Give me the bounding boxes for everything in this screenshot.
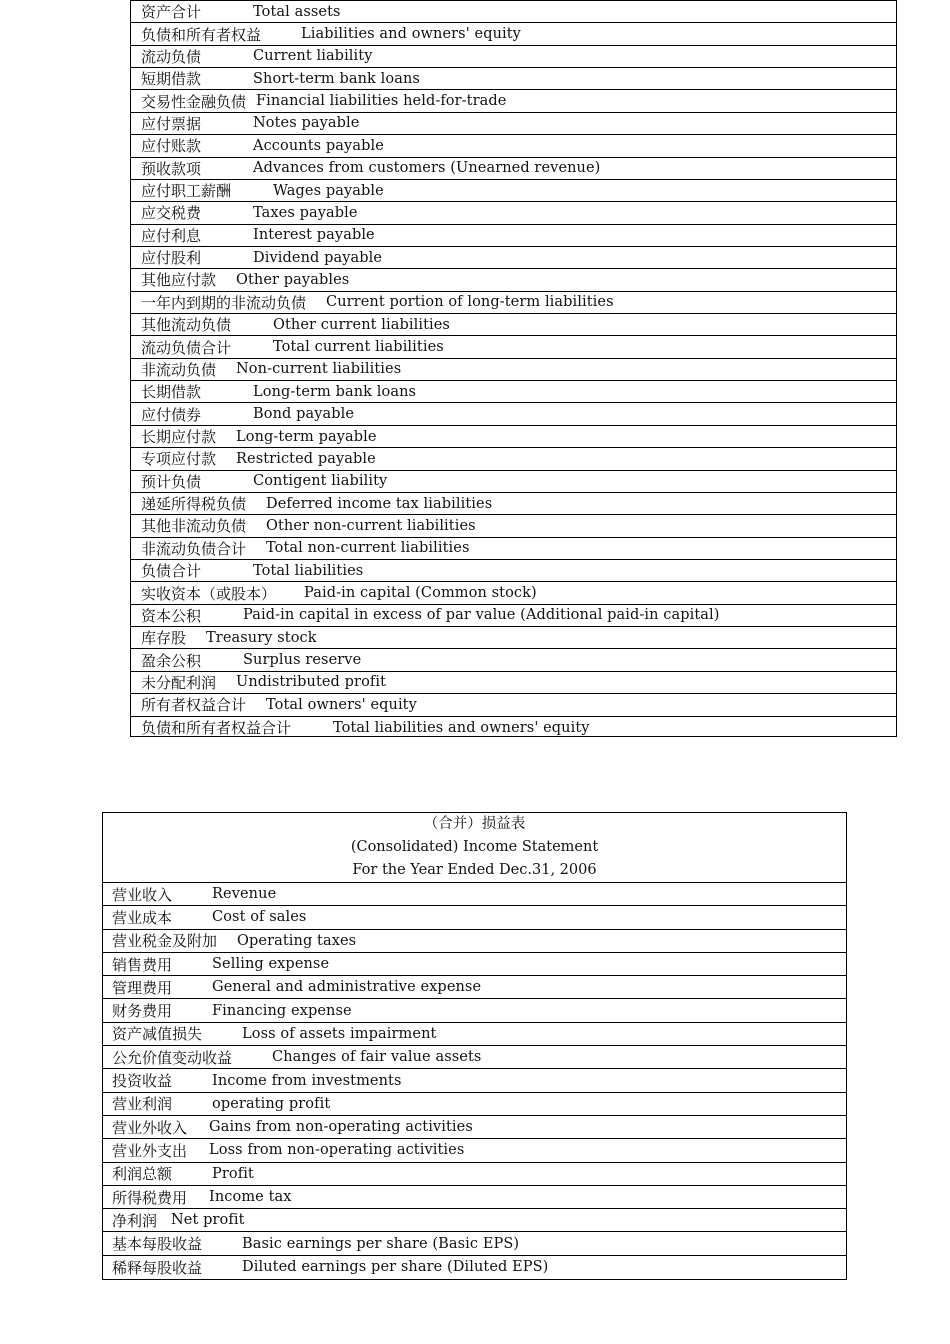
row-label-en: Short-term bank loans	[253, 70, 420, 87]
income-statement-table	[102, 812, 847, 1280]
row-label-en: Paid-in capital in excess of par value (Additional paid-in capital)	[243, 607, 720, 624]
table-row	[131, 135, 896, 157]
row-label-cn: 稀释每股收益	[112, 1258, 203, 1277]
row-label-en: Profit	[212, 1165, 254, 1182]
row-label-en: Other payables	[236, 271, 350, 288]
balance-sheet-table	[130, 0, 897, 737]
row-label-cn: 基本每股收益	[112, 1235, 203, 1254]
row-label-cn: 营业成本	[112, 908, 173, 927]
row-label-en: Non-current liabilities	[236, 361, 402, 378]
row-label-cn: 一年内到期的非流动负债	[141, 293, 307, 312]
table-row	[103, 1232, 846, 1255]
table-row	[131, 471, 896, 493]
table-row	[103, 1046, 846, 1069]
row-label-cn: 投资收益	[112, 1072, 173, 1091]
table-row	[131, 292, 896, 314]
table-row	[131, 359, 896, 381]
row-label-cn: 应付账款	[141, 137, 202, 156]
row-label-cn: 未分配利润	[141, 673, 217, 692]
row-label-cn: 资产减值损失	[112, 1025, 203, 1044]
table-row	[103, 976, 846, 999]
row-label-en: Restricted payable	[236, 450, 376, 467]
row-label-en: operating profit	[212, 1095, 331, 1112]
table-row	[131, 180, 896, 202]
table-row	[103, 1023, 846, 1046]
row-label-cn: 流动负债合计	[141, 338, 232, 357]
row-label-en: General and administrative expense	[212, 979, 482, 996]
table-row	[131, 202, 896, 224]
row-label-en: Selling expense	[212, 956, 330, 973]
table-row	[131, 605, 896, 627]
row-label-en: Gains from non-operating activities	[209, 1119, 473, 1136]
table-row	[131, 225, 896, 247]
row-label-en: Net profit	[171, 1212, 245, 1229]
table-row	[131, 582, 896, 604]
row-label-cn: 财务费用	[112, 1002, 173, 1021]
table-row	[103, 1186, 846, 1209]
income-statement-rows	[103, 883, 846, 1279]
row-label-en: Total liabilities	[253, 562, 364, 579]
table-row	[103, 906, 846, 929]
row-label-cn: 销售费用	[112, 955, 173, 974]
row-label-cn: 资本公积	[141, 606, 202, 625]
table-row	[131, 113, 896, 135]
row-label-en: Liabilities and owners' equity	[301, 26, 521, 43]
row-label-cn: 盈余公积	[141, 651, 202, 670]
row-label-cn: 预计负债	[141, 472, 202, 491]
row-label-en: Financing expense	[212, 1002, 352, 1019]
row-label-en: Undistributed profit	[236, 674, 387, 691]
table-row	[103, 1093, 846, 1116]
row-label-cn: 库存股	[141, 629, 187, 648]
table-row	[103, 1256, 846, 1279]
row-label-cn: 应付职工薪酬	[141, 182, 232, 201]
row-label-en: Financial liabilities held-for-trade	[256, 93, 507, 110]
table-row	[131, 1, 896, 23]
row-label-en: Current portion of long-term liabilities	[326, 294, 614, 311]
row-label-en: Deferred income tax liabilities	[266, 495, 493, 512]
table-row	[131, 538, 896, 560]
table-row	[131, 426, 896, 448]
row-label-en: Dividend payable	[253, 249, 383, 266]
row-label-cn: 交易性金融负债	[141, 92, 247, 111]
table-row	[103, 1116, 846, 1139]
income-statement-header	[103, 813, 846, 883]
row-label-en: Accounts payable	[253, 137, 384, 154]
table-row	[131, 694, 896, 716]
row-label-cn: 资产合计	[141, 3, 202, 22]
row-label-cn: 净利润	[112, 1211, 158, 1230]
row-label-cn: 所有者权益合计	[141, 696, 247, 715]
row-label-en: Diluted earnings per share (Diluted EPS)	[242, 1259, 549, 1276]
row-label-en: Basic earnings per share (Basic EPS)	[242, 1235, 520, 1252]
row-label-cn: 所得税费用	[112, 1188, 188, 1207]
row-label-en: Operating taxes	[237, 932, 357, 949]
row-label-cn: 营业税金及附加	[112, 932, 218, 951]
table-row	[103, 953, 846, 976]
row-label-en: Total assets	[253, 3, 341, 20]
row-label-cn: 利润总额	[112, 1165, 173, 1184]
row-label-cn: 长期借款	[141, 383, 202, 402]
row-label-en: Surplus reserve	[243, 652, 362, 669]
row-label-cn: 应付股利	[141, 249, 202, 268]
row-label-en: Advances from customers (Unearned revenue)	[253, 160, 601, 177]
row-label-cn: 非流动负债合计	[141, 539, 247, 558]
table-row	[131, 158, 896, 180]
row-label-cn: 其他流动负债	[141, 316, 232, 335]
row-label-cn: 流动负债	[141, 47, 202, 66]
row-label-cn: 其他应付款	[141, 271, 217, 290]
table-row	[131, 448, 896, 470]
income-statement-title-cn: （合并）损益表	[423, 816, 526, 832]
table-row	[103, 1139, 846, 1162]
row-label-cn: 应付债券	[141, 405, 202, 424]
table-row	[131, 90, 896, 112]
row-label-cn: 非流动负债	[141, 360, 217, 379]
row-label-cn: 实收资本（或股本）	[141, 584, 277, 603]
table-row	[131, 46, 896, 68]
row-label-en: Revenue	[212, 886, 277, 903]
table-row	[131, 247, 896, 269]
income-statement-title-en: (Consolidated) Income Statement	[350, 839, 599, 855]
row-label-cn: 营业外支出	[112, 1141, 188, 1160]
row-label-en: Total owners' equity	[266, 696, 417, 713]
row-label-en: Bond payable	[253, 406, 355, 423]
row-label-en: Total liabilities and owners' equity	[333, 719, 590, 736]
row-label-en: Other non-current liabilities	[266, 517, 476, 534]
row-label-cn: 应付利息	[141, 226, 202, 245]
row-label-en: Income from investments	[212, 1072, 402, 1089]
row-label-en: Loss of assets impairment	[242, 1025, 437, 1042]
row-label-cn: 负债合计	[141, 562, 202, 581]
row-label-en: Total non-current liabilities	[266, 540, 470, 557]
table-row	[131, 515, 896, 537]
row-label-en: Income tax	[209, 1189, 292, 1205]
row-label-en: Cost of sales	[212, 909, 307, 926]
row-label-cn: 营业外收入	[112, 1118, 188, 1137]
row-label-en: Treasury stock	[206, 629, 317, 646]
table-row	[131, 68, 896, 90]
row-label-en: Other current liabilities	[273, 316, 450, 333]
table-row	[103, 999, 846, 1022]
row-label-cn: 预收款项	[141, 159, 202, 178]
table-row	[103, 1069, 846, 1092]
table-row	[131, 336, 896, 358]
row-label-en: Changes of fair value assets	[272, 1049, 482, 1066]
table-row	[131, 381, 896, 403]
table-row	[131, 269, 896, 291]
table-row	[103, 930, 846, 953]
row-label-en: Notes payable	[253, 115, 360, 132]
table-row	[131, 627, 896, 649]
table-row	[131, 493, 896, 515]
row-label-en: Long-term payable	[236, 428, 377, 445]
table-row	[131, 23, 896, 45]
table-row	[103, 883, 846, 906]
row-label-en: Loss from non-operating activities	[209, 1142, 465, 1159]
income-statement-period: For the Year Ended Dec.31, 2006	[352, 862, 597, 878]
row-label-cn: 公允价值变动收益	[112, 1048, 233, 1067]
table-row	[131, 314, 896, 336]
row-label-cn: 负债和所有者权益	[141, 25, 262, 44]
row-label-cn: 长期应付款	[141, 428, 217, 446]
row-label-en: Contigent liability	[253, 473, 388, 490]
row-label-cn: 专项应付款	[141, 450, 217, 469]
table-row	[131, 717, 896, 739]
row-label-cn: 递延所得税负债	[141, 495, 247, 514]
row-label-cn: 其他非流动负债	[141, 517, 247, 536]
row-label-en: Total current liabilities	[273, 339, 444, 356]
row-label-en: Wages payable	[273, 182, 384, 199]
table-row	[131, 560, 896, 582]
table-row	[131, 649, 896, 671]
row-label-cn: 营业利润	[112, 1095, 173, 1114]
row-label-cn: 应付票据	[141, 114, 202, 133]
row-label-en: Taxes payable	[253, 204, 358, 221]
table-row	[103, 1163, 846, 1186]
row-label-en: Paid-in capital (Common stock)	[304, 585, 537, 602]
row-label-en: Current liability	[253, 48, 373, 65]
row-label-cn: 短期借款	[141, 70, 202, 89]
row-label-en: Interest payable	[253, 227, 375, 244]
row-label-cn: 负债和所有者权益合计	[141, 719, 292, 738]
row-label-cn: 管理费用	[112, 978, 173, 997]
row-label-en: Long-term bank loans	[253, 383, 417, 400]
table-row	[131, 403, 896, 425]
table-row	[131, 672, 896, 694]
table-row	[103, 1209, 846, 1232]
row-label-cn: 营业收入	[112, 885, 173, 904]
row-label-cn: 应交税费	[141, 204, 202, 223]
